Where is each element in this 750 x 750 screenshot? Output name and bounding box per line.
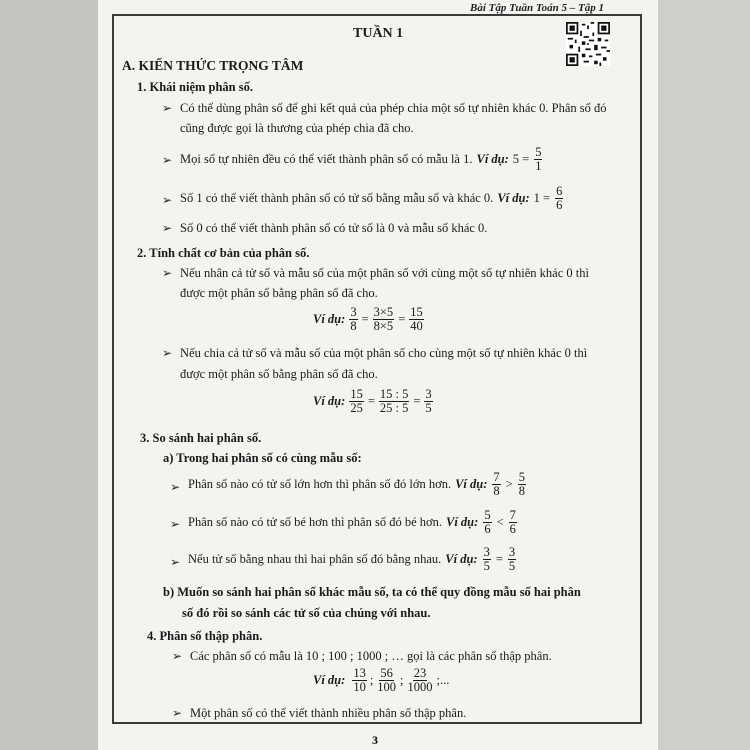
- s3-heading: 3. So sánh hai phân số.: [140, 431, 262, 445]
- s3-a3: [188, 546, 517, 573]
- example-label: Ví dụ:: [497, 191, 530, 205]
- fraction: $\frac{23}{1000}$: [407, 666, 433, 694]
- fraction: $\frac{15}{40}$: [410, 305, 423, 333]
- s2-b1-line2: được một phân số bằng phân số đã cho.: [180, 286, 378, 300]
- s1-b2-lhs: 5 =: [512, 152, 530, 166]
- s4-heading: 4. Phân số thập phân.: [147, 629, 263, 643]
- example-label: Ví dụ:: [313, 394, 346, 408]
- example-label: Ví dụ:: [313, 673, 346, 687]
- fraction: $\frac{5}{6}$: [484, 508, 491, 536]
- bullet-arrow-icon: ➢: [162, 221, 173, 235]
- bullet-arrow-icon: ➢: [162, 193, 173, 207]
- s4-b1: Các phân số có mẫu là 10 ; 100 ; 1000 ; … gọi là các phân số thập phân.: [190, 649, 552, 663]
- equals-sign: =: [361, 312, 369, 326]
- s2-b2-line1: Nếu chia cả tử số và mẫu số của một phân số cho cùng một số tự nhiên khác 0 thì: [180, 346, 588, 360]
- s2-example2: [313, 388, 434, 415]
- equals-sign: =: [398, 312, 406, 326]
- comparison-sign: <: [496, 515, 504, 529]
- fraction: $\frac{15 : 5}{25 : 5}$: [379, 387, 409, 415]
- s2-b2-line2: được một phân số bằng phân số đã cho.: [180, 367, 378, 381]
- background-right-page: [658, 0, 750, 750]
- fraction: $\frac{3}{5}$: [483, 545, 490, 573]
- s1-b3-lhs: 1 =: [533, 191, 551, 205]
- s4-b2: Một phân số có thể viết thành nhiều phân số thập phân.: [190, 706, 467, 720]
- s3-a2-text: Phân số nào có tử số bé hơn thì phân số đó bé hơn.: [188, 515, 442, 529]
- s1-b3-text: Số 1 có thể viết thành phân số có tử số bằng mẫu số và khác 0.: [180, 191, 494, 205]
- s3-a-heading: a) Trong hai phân số có cùng mẫu số:: [163, 451, 362, 465]
- fraction: $\frac{15}{25}$: [350, 387, 363, 415]
- fraction: $\frac{6}{6}$: [556, 184, 563, 212]
- s4-example: [313, 667, 449, 694]
- s1-b2-text: Mọi số tự nhiên đều có thể viết thành phân số có mẫu là 1.: [180, 152, 473, 166]
- bullet-arrow-icon: ➢: [162, 346, 173, 360]
- fraction: $\frac{5}{8}$: [518, 470, 525, 498]
- s2-example1: [313, 306, 425, 333]
- bullet-arrow-icon: ➢: [170, 555, 181, 569]
- s3-a3-text: Nếu tử số bằng nhau thì hai phân số đó bằng nhau.: [188, 552, 442, 566]
- example-label: Ví dụ:: [446, 515, 479, 529]
- s1-b2: [180, 146, 543, 173]
- background-left: [0, 0, 98, 750]
- example-label: Ví dụ:: [313, 312, 346, 326]
- fraction: $\frac{3\times 5}{8\times 5}$: [373, 305, 394, 333]
- bullet-arrow-icon: ➢: [172, 706, 183, 720]
- fraction: $\frac{7}{8}$: [493, 470, 500, 498]
- fraction: $\frac{3}{5}$: [508, 545, 516, 573]
- bullet-arrow-icon: ➢: [162, 101, 173, 115]
- bullet-arrow-icon: ➢: [162, 266, 173, 280]
- equals-sign: =: [413, 394, 421, 408]
- s3-b-line1: b) Muốn so sánh hai phân số khác mẫu số, ta có thể quy đồng mẫu số hai phân: [163, 585, 581, 599]
- qr-code-icon: [566, 22, 610, 66]
- s3-a2: [188, 509, 518, 536]
- bullet-arrow-icon: ➢: [170, 480, 181, 494]
- fraction: $\frac{3}{8}$: [350, 305, 357, 333]
- fraction: $\frac{3}{5}$: [425, 387, 432, 415]
- example-label: Ví dụ:: [445, 552, 478, 566]
- comparison-sign: >: [505, 477, 513, 491]
- bullet-arrow-icon: ➢: [170, 517, 181, 531]
- book-header-title: Bài Tập Tuần Toán 5 – Tập 1: [470, 2, 604, 14]
- s3-a1-text: Phân số nào có tử số lớn hơn thì phân số đó lớn hơn.: [188, 477, 452, 491]
- example-label: Ví dụ:: [476, 152, 509, 166]
- comparison-sign: =: [495, 552, 503, 566]
- fraction: $\frac{7}{6}$: [509, 508, 516, 536]
- s3-b-line2: số đó rồi so sánh các tử số của chúng với nhau.: [182, 606, 431, 620]
- fraction: $\frac{5}{1}$: [535, 145, 542, 173]
- s1-b1-line1: Có thể dùng phân số để ghi kết quả của phép chia một số tự nhiên khác 0. Phân số đó: [180, 101, 607, 115]
- s2-b1-line1: Nếu nhân cả tử số và mẫu số của một phân số với cùng một số tự nhiên khác 0 thì: [180, 266, 589, 280]
- example-label: Ví dụ:: [455, 477, 488, 491]
- s1-b4: Số 0 có thể viết thành phân số có tử số là 0 và mẫu số khác 0.: [180, 221, 488, 235]
- s1-b3: [180, 185, 564, 212]
- fraction: $\frac{13}{10}$: [353, 666, 366, 694]
- fraction: $\frac{56}{100}$: [377, 666, 397, 694]
- week-title: TUẦN 1: [353, 26, 404, 41]
- bullet-arrow-icon: ➢: [162, 153, 173, 167]
- separator: ;: [369, 673, 374, 687]
- ellipsis: ;...: [436, 673, 450, 687]
- s1-heading: 1. Khái niệm phân số.: [137, 80, 254, 94]
- page-number: 3: [372, 733, 378, 747]
- section-a-heading: A. KIẾN THỨC TRỌNG TÂM: [122, 58, 304, 73]
- s2-heading: 2. Tính chất cơ bản của phân số.: [137, 246, 310, 260]
- equals-sign: =: [367, 394, 375, 408]
- separator: ;: [400, 673, 404, 687]
- bullet-arrow-icon: ➢: [172, 649, 183, 663]
- s3-a1: [188, 471, 527, 498]
- s1-b1-line2: cũng được gọi là thương của phép chia đã cho.: [180, 121, 414, 135]
